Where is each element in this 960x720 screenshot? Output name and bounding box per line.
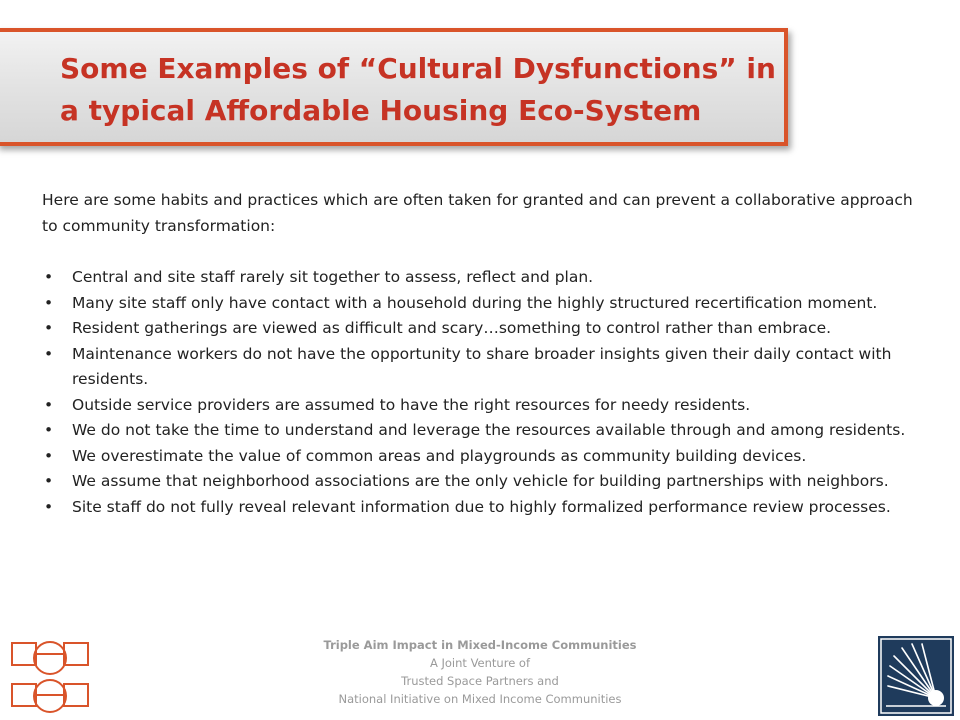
footer-line: A Joint Venture of: [429, 656, 531, 670]
bullet-icon: •: [44, 395, 54, 414]
footer-line: National Initiative on Mixed Income Communities: [338, 692, 622, 706]
bullet-text: We assume that neighborhood associations are the only vehicle for building partnerships with neighbors.: [72, 472, 889, 490]
intro-paragraph: Here are some habits and practices which are often taken for granted and can prevent a collaborative approach to community transformation:: [42, 191, 913, 235]
bullet-text: Many site staff only have contact with a household during the highly structured recertification moment.: [72, 293, 878, 312]
bullet-icon: •: [44, 421, 54, 439]
bullet-icon: •: [44, 268, 54, 286]
bullet-icon: •: [44, 472, 54, 490]
bullet-text: Central and site staff rarely sit together to assess, reflect and plan.: [72, 268, 594, 286]
slide-title: Some Examples of “Cultural Dysfunctions” in a typical Affordable Housing Eco-System: [60, 52, 776, 127]
title-box: [0, 28, 788, 146]
bullet-icon: •: [44, 344, 54, 363]
nimc-sunburst-logo-icon: [878, 636, 954, 716]
bullet-item: [42, 418, 922, 444]
slide-content: [42, 188, 922, 520]
bullet-item: [42, 495, 922, 521]
bullet-text: Maintenance workers do not have the opportunity to share broader insights given their daily contact with residents.: [72, 344, 892, 388]
bullet-icon: •: [44, 497, 54, 516]
bullet-item: [42, 265, 922, 291]
footer-line: Trusted Space Partners and: [401, 674, 559, 688]
bullet-text: Outside service providers are assumed to have the right resources for needy residents.: [72, 395, 751, 414]
bullet-item: [42, 444, 922, 470]
bullet-text: Site staff do not fully reveal relevant information due to highly formalized performance review processes.: [72, 497, 891, 516]
bullet-icon: •: [44, 319, 54, 337]
trusted-space-partners-logo-icon: [8, 640, 92, 716]
bullet-text: We overestimate the value of common areas and playgrounds as community building devices.: [72, 446, 807, 465]
footer-title: Triple Aim Impact in Mixed-Income Communities: [323, 638, 637, 652]
bullet-item: [42, 342, 922, 393]
bullet-item: [42, 316, 922, 342]
bullet-icon: •: [44, 293, 54, 312]
bullet-item: [42, 291, 922, 317]
footer: [260, 636, 700, 708]
bullet-item: [42, 393, 922, 419]
bullet-text: We do not take the time to understand and leverage the resources available through and among residents.: [72, 421, 906, 439]
bullet-text: Resident gatherings are viewed as difficult and scary…something to control rather than embrace.: [72, 319, 832, 337]
bullet-list: [42, 265, 922, 520]
bullet-item: [42, 469, 922, 495]
bullet-icon: •: [44, 446, 54, 465]
